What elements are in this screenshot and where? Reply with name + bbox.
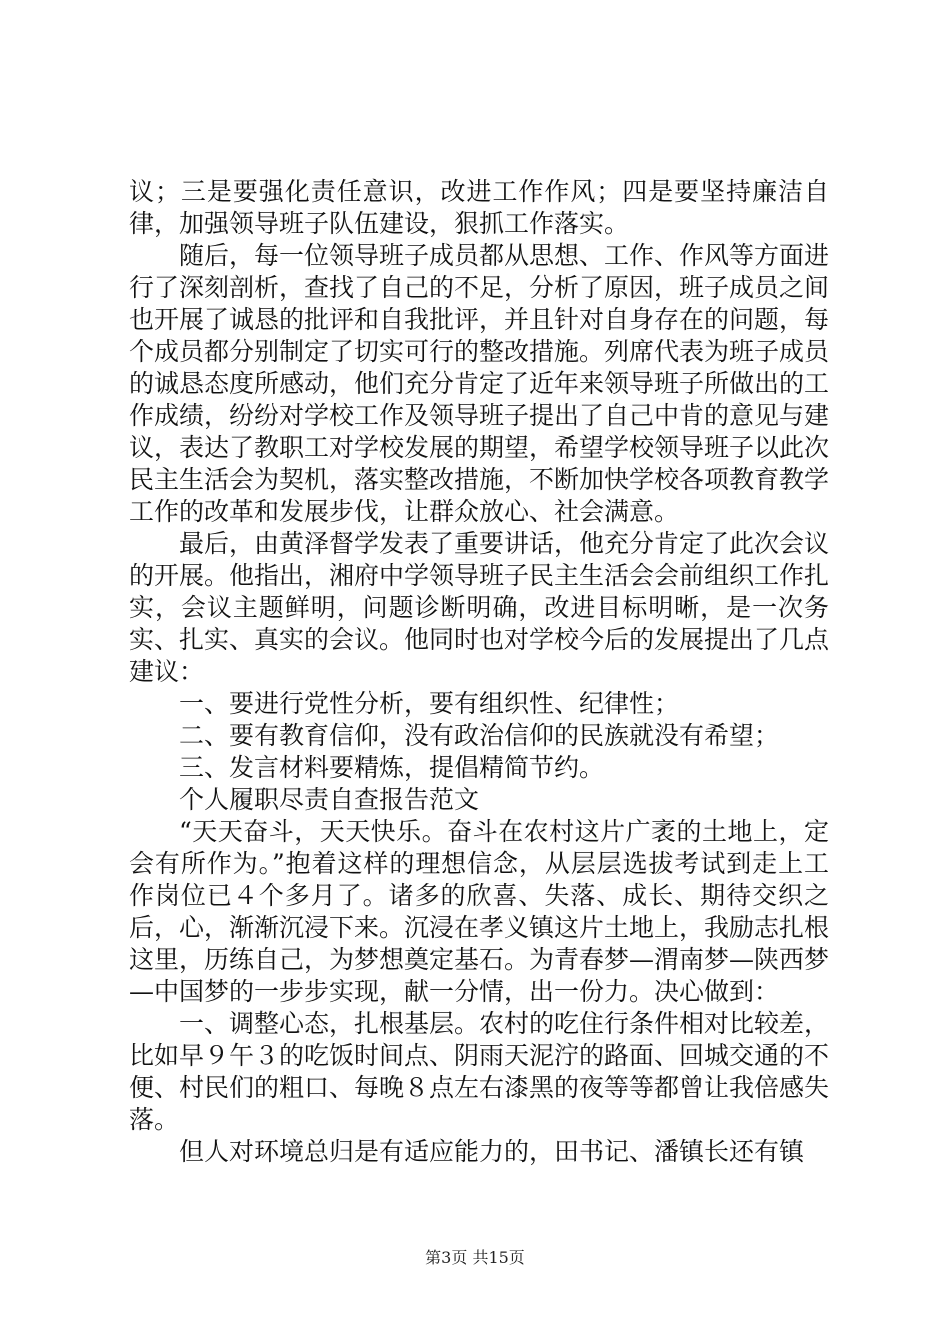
paragraph-1: 议；三是要强化责任意识，改进工作作风；四是要坚持廉洁自律，加强领导班子队伍建设，狠抓工作落实。 [129,177,829,238]
page-number-footer: 第3页 共15页 [425,1248,525,1267]
paragraph-4: “天天奋斗，天天快乐。奋斗在农村这片广袤的土地上，定会有所作为。”抱着这样的理想信念，从层层选拔考试到走上工作岗位已４个多月了。诸多的欣喜、失落、成长、期待交织之后，心，渐渐沉浸下来。沉浸在孝义镇这片土地上，我励志扎根这里，历练自己，为梦想奠定基石。为青春梦—渭南梦—陕西梦—中国梦的一步步实现，献一分情，出一份力。决心做到： [129,817,830,1006]
paragraph-3: 最后，由黄泽督学发表了重要讲话，他充分肯定了此次会议的开展。他指出，湘府中学领导班子民主生活会会前组织工作扎实，会议主题鲜明，问题诊断明确，改进目标明晰，是一次务实、扎实、真实的会议。他同时也对学校今后的发展提出了几点建议： [129,529,830,686]
paragraph-6: 但人对环境总归是有适应能力的，田书记、潘镇长还有镇 [179,1137,805,1166]
paragraph-2: 随后，每一位领导班子成员都从思想、工作、作风等方面进行了深刻剖析，查找了自己的不足，分析了原因，班子成员之间也开展了诚恳的批评和自我批评，并且针对自身存在的问题，每个成员都分别制定了切实可行的整改措施。列席代表为班子成员的诚恳态度所感动，他们充分肯定了近年来领导班子所做出的工作成绩，纷纷对学校工作及领导班子提出了自己中肯的意见与建议，表达了教职工对学校发展的期望，希望学校领导班子以此次民主生活会为契机，落实整改措施，不断加快学校各项教育教学工作的改革和发展步伐，让群众放心、社会满意。 [129,241,830,526]
list-item-3: 三、发言材料要精炼，提倡精简节约。 [179,753,605,782]
section-title: 个人履职尽责自查报告范文 [179,785,480,814]
list-item-1: 一、要进行党性分析，要有组织性、纪律性； [179,689,680,718]
list-item-2: 二、要有教育信仰，没有政治信仰的民族就没有希望； [179,721,780,750]
paragraph-5: 一、调整心态，扎根基层。农村的吃住行条件相对比较差，比如早９午３的吃饭时间点、阴雨天泥泞的路面、回城交通的不便、村民们的粗口、每晚８点左右漆黑的夜等等都曾让我倍感失落。 [129,1009,830,1134]
document-body [129,176,829,1168]
